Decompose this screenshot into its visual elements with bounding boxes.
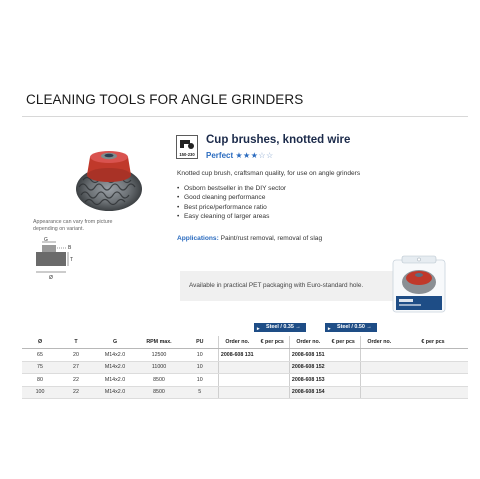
table-cell xyxy=(256,386,289,399)
feature-item: • Good cleaning performance xyxy=(177,193,286,202)
star-empty-icon: ☆ xyxy=(266,151,274,160)
title-divider xyxy=(22,116,468,117)
table-cell: 20 xyxy=(58,349,94,362)
table-body xyxy=(22,349,468,399)
table-cell: 10 xyxy=(182,361,218,374)
dim-label-diameter: Ø xyxy=(49,275,53,281)
table-cell xyxy=(360,349,398,362)
table-cell: 2008-608 153 xyxy=(289,374,327,387)
badge-arrow-icon: ▸ xyxy=(328,326,331,332)
angle-grinder-icon xyxy=(176,135,198,159)
packaging-text: Available in practical PET packaging with Euro-standard hole. xyxy=(189,282,364,289)
dim-label-t: T xyxy=(70,257,74,263)
table-cell xyxy=(218,374,256,387)
applications xyxy=(177,235,322,242)
table-row xyxy=(22,374,468,387)
table-cell xyxy=(256,349,289,362)
table-cell xyxy=(256,361,289,374)
table-cell: 2008-608 131 xyxy=(218,349,256,362)
steel-050-label: Steel / 0.50 → xyxy=(337,324,372,330)
table-cell xyxy=(218,361,256,374)
table-cell xyxy=(327,349,360,362)
table-cell xyxy=(398,374,468,387)
feature-item: • Osborn bestseller in the DIY sector xyxy=(177,184,286,193)
feature-item: • Easy cleaning of larger areas xyxy=(177,212,286,221)
table-cell: 100 xyxy=(22,386,58,399)
table-cell: 75 xyxy=(22,361,58,374)
feature-list xyxy=(177,184,286,221)
table-cell: M14x2.0 xyxy=(94,374,136,387)
star-filled-icon: ★ xyxy=(250,151,259,160)
table-cell xyxy=(218,386,256,399)
table-header-row xyxy=(22,336,468,349)
feature-item: • Best price/performance ratio xyxy=(177,203,286,212)
dim-label-g: G xyxy=(44,237,48,243)
table-cell: 80 xyxy=(22,374,58,387)
column-header: € per pcs xyxy=(398,336,468,349)
table-cell xyxy=(398,349,468,362)
quality-label: Perfect xyxy=(206,151,234,160)
table-cell xyxy=(327,361,360,374)
table-cell: 12500 xyxy=(136,349,182,362)
quality-rating xyxy=(206,151,274,160)
star-rating xyxy=(235,151,273,160)
column-header: Order no. xyxy=(289,336,327,349)
table-cell: 2008-608 152 xyxy=(289,361,327,374)
page-title: CLEANING TOOLS FOR ANGLE GRINDERS xyxy=(26,92,304,107)
table-cell xyxy=(398,386,468,399)
table-cell: 10 xyxy=(182,374,218,387)
column-header: € per pcs xyxy=(256,336,289,349)
applications-label: Applications: xyxy=(177,235,219,242)
steel-050-badge xyxy=(325,323,377,332)
table-row xyxy=(22,386,468,399)
table-cell xyxy=(256,374,289,387)
table-cell: 10 xyxy=(182,349,218,362)
badge-arrow-icon: ▸ xyxy=(257,326,260,332)
table-cell: M14x2.0 xyxy=(94,349,136,362)
table-cell: 8500 xyxy=(136,386,182,399)
steel-035-badge xyxy=(254,323,306,332)
table-cell xyxy=(398,361,468,374)
table-row xyxy=(22,349,468,362)
table-cell: M14x2.0 xyxy=(94,361,136,374)
column-header: PU xyxy=(182,336,218,349)
column-header: T xyxy=(58,336,94,349)
table-cell: 5 xyxy=(182,386,218,399)
table-cell: 65 xyxy=(22,349,58,362)
column-header: RPM max. xyxy=(136,336,182,349)
table-cell: 22 xyxy=(58,374,94,387)
table-cell: 2008-608 154 xyxy=(289,386,327,399)
dimension-diagram xyxy=(30,236,80,291)
spec-table xyxy=(22,336,468,399)
cup-brush-image xyxy=(73,143,145,215)
product-description: Knotted cup brush, craftsman quality, for use on angle grinders xyxy=(177,170,361,177)
table-cell: M14x2.0 xyxy=(94,386,136,399)
column-header: € per pcs xyxy=(327,336,360,349)
dim-label-b: B xyxy=(68,245,72,251)
column-header: Order no. xyxy=(360,336,398,349)
column-header: G xyxy=(94,336,136,349)
star-filled-icon: ★ xyxy=(243,151,251,160)
table-cell: 8500 xyxy=(136,374,182,387)
column-header: Ø xyxy=(22,336,58,349)
table-cell: 22 xyxy=(58,386,94,399)
appearance-note: Appearance can vary from picture depending on variant. xyxy=(33,219,113,232)
packaging-image xyxy=(388,254,450,316)
table-cell xyxy=(360,374,398,387)
column-header: Order no. xyxy=(218,336,256,349)
product-title: Cup brushes, knotted wire xyxy=(206,134,351,146)
star-empty-icon: ☆ xyxy=(258,151,267,160)
table-cell xyxy=(327,374,360,387)
table-cell xyxy=(327,386,360,399)
rpm-icon-label: 150-230 xyxy=(179,152,195,157)
table-row xyxy=(22,361,468,374)
applications-text: Paint/rust removal, removal of slag xyxy=(220,235,323,242)
table-cell xyxy=(360,361,398,374)
table-cell xyxy=(360,386,398,399)
table-cell: 11000 xyxy=(136,361,182,374)
table-cell: 2008-608 151 xyxy=(289,349,327,362)
star-filled-icon: ★ xyxy=(235,151,244,160)
table-cell: 27 xyxy=(58,361,94,374)
steel-035-label: Steel / 0.35 → xyxy=(266,324,301,330)
